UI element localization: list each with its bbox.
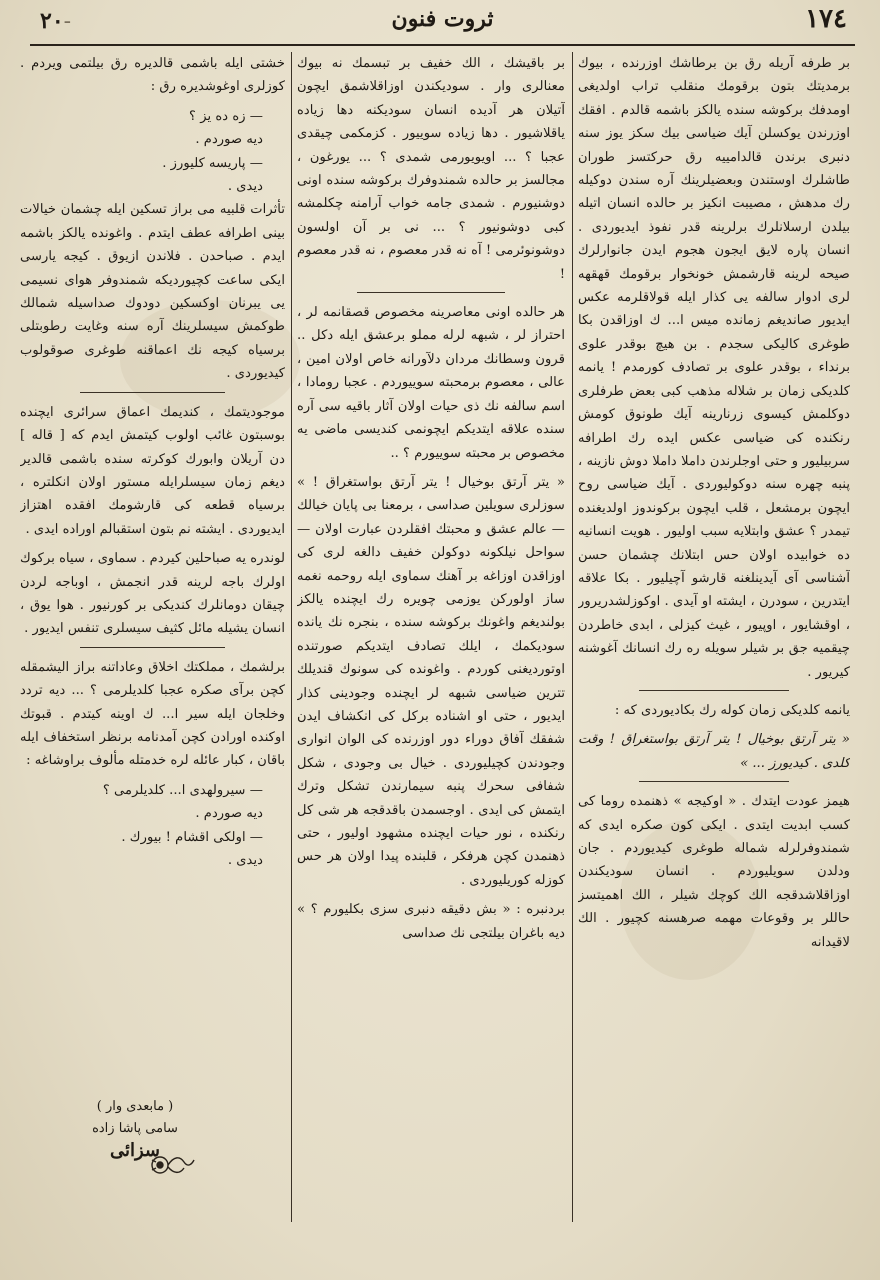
quote-paragraph: « يتر آرتق بوخيال ! يتر آرتق بواستغراق ! وقت كلدى . كيديورز ... » [578, 732, 850, 771]
column-divider [291, 52, 292, 1222]
continued-note: ( مابعدى وار ) [96, 1099, 174, 1114]
issue-mark: - [63, 9, 72, 34]
dialog-line: ديه صوردم . [195, 132, 263, 148]
dialog-line: — اولكى اقشام ! بيورك . [121, 829, 263, 845]
paragraph: خشتى ايله باشمى قالديره رق بيلتمى ويردم . كوزلرى اوغوشديره رق : [20, 56, 285, 95]
author-lineage: سامى پاشا زاده [92, 1121, 178, 1136]
dialog-line: ديدى . [227, 853, 263, 868]
journal-title: ثروت فنون [391, 6, 494, 32]
dialog-line: ديدى . [227, 179, 263, 195]
column-right [578, 52, 850, 1202]
paragraph: موجوديتمك ، كنديمك اعماق سرائرى ايچنده بوسبتون غائب اولوب كيتمش ايدم كه [ قاله ] دن آريلان وابورك كوكرته سنده باشمى قالدير ديغم زمان سيسلرايله مستور اولان انكلتره ، برسياه قطعه كى قارشومك افقده اهتزاز ايديوردى . ايشته نم بتون استقبالم اوراده ايدى . [20, 404, 285, 537]
column-middle [297, 52, 565, 1202]
column-divider [572, 52, 573, 1222]
author-signature [40, 1096, 230, 1162]
section-separator [639, 781, 789, 782]
paragraph: برلشمك ، مملكتك اخلاق وعاداتنه براز الیشمقله كچن برآى صكره عجبا كلديلرمى ؟ ... ديه تردد وخلجان ايله سير ا... ك اوينه كيتدم . قبوتك اوكنده اورادن كچن آمدنامه برنظر استخفاف ايله باقان ، كبار عائله لره خدمتله مألوف براوشاغه : [20, 659, 285, 769]
paragraph: لوندره يه صباحلين كيردم . سماوى ، سياه بركوك اولرك باجه لرينه قدر انجمش ، اوباجه لردن چيقان دومانلرك كنديكى بر كورنيور . هوا يوق ، انسان يشيله مائل كثيف سيسلرى تنفس ايديور . [20, 551, 285, 637]
floral-tailpiece-icon [148, 1152, 196, 1178]
paragraph: تأثرات قلبيه مى براز تسكين ايله چشمان خيالات بينى اطرافه عطف ايتدم . واغونده يالكز باشمه ايدم . صباحدن . فلاندن ازيوق . كيجه يارسى ايكى ساعت كچيورديكه شمندوفر هواى نسيمى يى يبرنان اوكسكين دودوك صداسيله شمالك طوكمش سيسلرينك آره سنه وغايت رطوبتلى برسياه كيجه نك اعماقنه طوغرى صوقولوب كيديوردى . [20, 202, 285, 382]
paragraph: هر حالده اونى معاصرينه مخصوص قصقانمه لر ، احتراز لر ، شبهه لرله مملو برعشق ايله دكل .. قرون وسطانك مردان دلآورانه خاص اولان امين ، عالى ، معصوم برمحبته سوييوردم . عجبا رومادا ، اسم سالفه نك ذى حيات اولان آثار باقيه سى آره سنده علاقه ايتديكم ايچونمى كنديسى ماضى يه مخصوص بر محبته سوييورم ؟ .. [297, 305, 565, 461]
section-separator [357, 292, 504, 293]
page-number: ١٧٤ [805, 4, 847, 34]
dialog-line: — سيرولهدى ا... كلديلرمى ؟ [102, 782, 263, 798]
paragraph: بر طرفه آريله رق بن برطاشك اوزرنده ، بيوك برمديتك بتون برقومك منقلب تراب اولديغى اومدفك بركوشه سنده يالكز باشمه قالدم . افقك اوزرندن يوكسلن آيك ضياسى بيك سكز يوز سنه دنبرى برندن قالدامييه رق حركتسز طوران طاشلرك اوستندن وبعضيلرينك آره سندن دوكيله رك مدهش ، مصيبت انكيز بر حالده انسان اتيله بيلدن ارسلانلرك برلرينه قدر نفوذ ايديوردى . انسان پاره لايق ايجون هجوم ايدن جانوارلرك صيحه لرينه قارشمش خونخوار برقومك قهقهه لرى ادوار سالفه يى كذار ايله قولاقلرمه عكس ايديور صانديغم زمانده ميس ا... ك اوزاقدن بكا طوغرى كاليكى سجدم . بن هيچ بوقدر علوى برنداء ، بوقدر علوى بر تصادف كورمدم ! يانمه كلديكى زمان بر شلاله مذهب كبى بعض طرفلرى دوكلمش كيسوى زرنارينه آيك طونوق كومش رنكنده كى ضياسى عكس ايده رك اطرافه سربيليور و حتى اوجلرندن داملا داملا دوش نازينه ، پنبه چهره سنه دوكوليوردى . آيك ضياسى روح ايچون برمشعل ، قلب ايچون بركوندوز اولديغنده تيمدر ؟ عشق وابتلايه سبب اوليور . هويت انسانيه ده خوابيده اولان حس ابتلانك چشمان حسن آشناسى آى آيدينلغنه قارشو آچيليور . بكا علاقه ايتدرين ، سودرن ، ايشته او آيدى . اوكوزلشدريرور ، اوقشايور ، اوپيور ، غيث كيزلى ، ابدى خاطردن چيقميه جق بر شيلر سويله ره رك انسانك آغوشنه كيريور . [578, 56, 850, 680]
section-separator [80, 392, 226, 393]
section-separator [639, 690, 789, 691]
issue-number-value: ٢٠ [40, 8, 64, 34]
paragraph: هيمز عودت ايتدك . « اوكيجه » ذهنمده روما كى كسب ابديت ايتدى . ايكى كون صكره ايدى كه شمندوفرلرله شماله طوغرى كيديوردم . جان ودلدن سويليوردم . انسان سوديكندن اوزاقلاشدقجه الك كوچك شيلر ، الك اهميتسز حاللر بر وقوعات مهمه صرهسنه كچيور . الك لاقيدانه [578, 794, 850, 950]
page-header [30, 0, 855, 46]
dialog-line: ديه صوردم . [195, 806, 263, 822]
paragraph: بردنبره : « بش دقيقه دنبرى سزى بكليورم ؟ » ديه باغران بيلتجى نك صداسى [297, 902, 565, 941]
issue-number [40, 8, 71, 34]
paragraph: يانمه كلديكى زمان كوله رك بكاديوردى كه : [614, 702, 850, 718]
paragraph: بر باقيشك ، الك خفيف بر تبسمك نه بيوك معنالرى وار . سوديكندن اوزاقلاشمق ايچون آتيلان هر آديده انسان سوديكنه دها زياده ياقلاشيور . دها زياده سوييور . كزمكمى چيقدى عجبا ؟ ... اويويورمى شمدى ؟ ... يورغون ، مجالسز بر حالده شمندوفرك بركوشه سنده اونى دوشنيورم . شمدى جامه خواب آرامنه چكلمشه كبى دوشونيور ؟ ... نى بر آن اولسون دوشونوئرمى ! آه نه قدر معصوم ، نه قدر معصوم ! [297, 56, 565, 282]
column-left [20, 52, 285, 1092]
author-name: سزائى [109, 1140, 161, 1161]
section-separator [80, 647, 226, 648]
paragraph: « يتر آرتق بوخيال ! يتر آرتق بواستغراق ! » سوزلرى سويلين صداسى ، برمعنا بى پايان خيالك — عالم عشق و محبتك افقلردن عبارت اولان — سواحل نيلكونه دوكولن خفيف دالغه لرى كى اوزاقدن اوزاغه بر آهنك سماوى ايله روحمه نغمه ساز اولوركن يوزمى چويره رك ايچنده يالكز بولنديغم واغونك بركوشه سنده ، بنجره نك يانده سوديكمك ، ايلك تصادف ايتديكم صورتنده اوتورديغنى كوردم . واغونده كى سونوك قنديلك تترين ضياسى شبهه لر ايچنده وجودينى كذار ايديور ، حتى او اشناده بركل كى انكشاف ايدن شفقك آفاق دوراء دور اوزرنده كى الوان انوارى وجودندن كچيليوردى . خيال بى وجودى ، شكل شفافى سحرك پنبه سيمارندن تشكل وترك ايتمش كى ايدى . اوجسمدن باقدقجه هر شى كل رنكنده ، نور حيات ايچنده مشهود اوليور ، حتى ذهنمدن كچن هرفكر ، قلبنده پيدا اولان هر حس كوزله كوريليوردى . [297, 474, 565, 888]
dialog-line: — پاريسه كليورز . [162, 155, 263, 171]
dialog-line: — زه ده يز ؟ [189, 108, 263, 124]
